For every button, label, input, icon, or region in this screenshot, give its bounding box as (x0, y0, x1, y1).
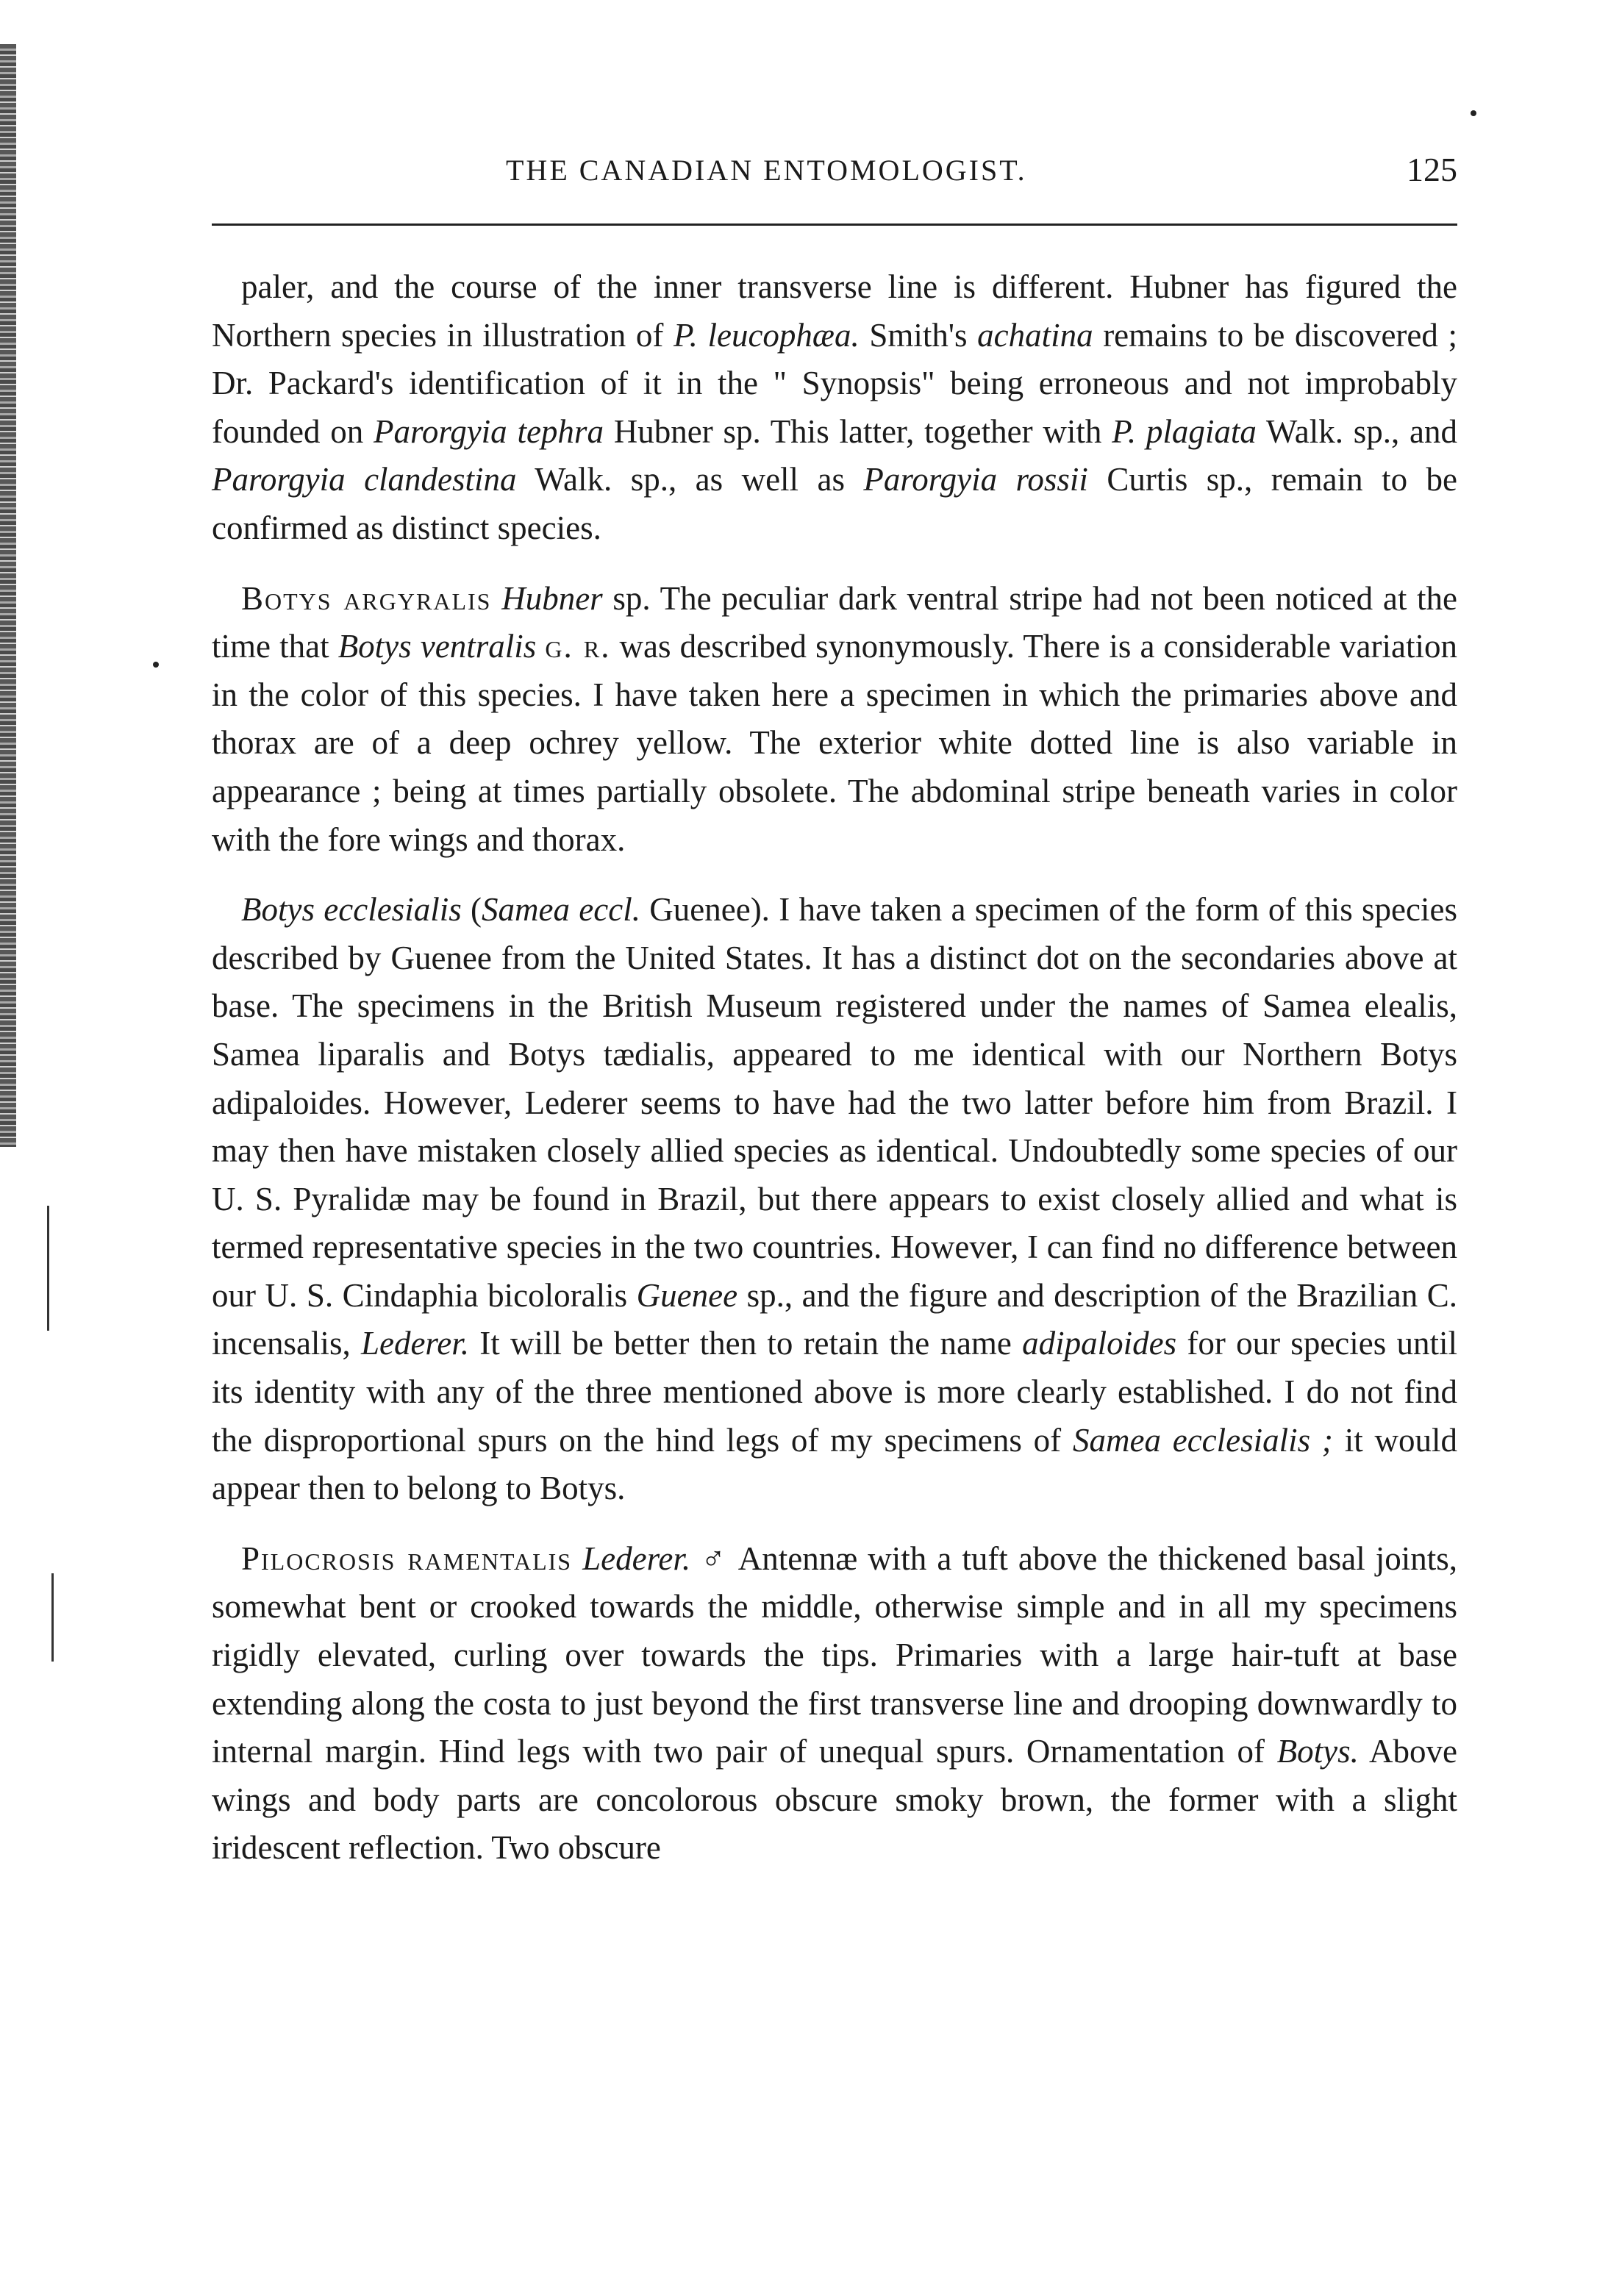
italic-text: P. plagiata (1112, 412, 1257, 450)
italic-text: adipaloides (1022, 1325, 1177, 1362)
text-run: for our species until its identity with any of the three mentioned above is more clearly established. I do not find the disproportional spurs on the hind legs of my specimens of (212, 1325, 1457, 1459)
paragraph (212, 886, 1457, 1513)
italic-text: Samea ecclesialis ; (1072, 1421, 1333, 1459)
page-number: 125 (1407, 151, 1457, 188)
text-run: remains to be discovered ; Dr. Packard's identification of it in the " Synopsis" being erroneous and not improbably founded on (212, 316, 1457, 450)
small-caps-text: g. r. (545, 628, 611, 665)
text-run: was described synonymously. There is a considerable variation in the color of this species. I have taken here a specimen in which the primaries above and thorax are of a deep ochrey yellow. The exterior white dotted line is also variable in appearance ; being at times partially obsolete. The abdominal stripe beneath varies in color with the fore wings and thorax. (212, 628, 1457, 858)
text-run: it would appear then to belong to Botys. (212, 1421, 1457, 1507)
text-run (536, 628, 545, 665)
italic-text: Botys. (1276, 1733, 1359, 1770)
italic-text: Samea eccl. (482, 891, 640, 929)
italic-text: Guenee (636, 1276, 738, 1314)
margin-mark (51, 1573, 54, 1662)
small-caps-text: Pilocrosis ramentalis (241, 1539, 573, 1577)
text-run (491, 580, 501, 617)
italic-text: achatina (977, 316, 1093, 354)
text-run: Above wings and body parts are concolorous obscure smoky brown, the former with a slight iridescent reflection. Two obscure (212, 1733, 1457, 1867)
male-symbol: ♂ (690, 1539, 738, 1577)
italic-text: Parorgyia tephra (374, 412, 604, 450)
paragraph (212, 1535, 1457, 1873)
stray-dot (1471, 110, 1476, 116)
italic-text: Lederer. (582, 1539, 691, 1577)
paragraph (212, 575, 1457, 865)
margin-mark (47, 1206, 49, 1331)
running-title: THE CANADIAN ENTOMOLOGIST. (506, 154, 1027, 187)
italic-text: Hubner (501, 579, 603, 617)
text-run (572, 1540, 582, 1577)
text-run: ( (461, 891, 482, 929)
article-body (212, 263, 1457, 1873)
paragraph (212, 263, 1457, 553)
text-run: Smith's (859, 316, 978, 354)
text-run: sp., and the figure and description of the Brazilian C. incensalis, (212, 1276, 1457, 1362)
text-run: Guenee). I have taken a specimen of the form of this species described by Guenee from the United States. It has a distinct dot on the secondaries above at base. The specimens in the British Museum registered under the names of Samea elealis, Samea liparalis and Botys tædialis, appeared to me identical with our Northern Botys adipaloides. However, Lederer seems to have had the two latter before him from Brazil. I may then have mistaken closely allied species as identical. Undoubtedly some species of our U. S. Pyralidæ may be found in Brazil, but there appears to exist closely allied and what is termed representative species in the two countries. However, I can find no difference between our U. S. Cindaphia bicoloralis (212, 891, 1457, 1314)
text-run: Antennæ with a tuft above the thickened basal joints, somewhat bent or crooked towards the middle, otherwise simple and in all my specimens rigidly elevated, curling over towards the tips. Primaries with a large hair-tuft at base extending along the costa to just beyond the first transverse line and drooping downwardly to internal margin. Hind legs with two pair of unequal spurs. Ornamentation of (212, 1539, 1458, 1770)
text-run: paler, and the course of the inner transverse line is different. Hubner has figured the Northern species in illustration of (212, 268, 1457, 354)
running-head (212, 147, 1457, 199)
text-run: Walk. sp., and (1256, 412, 1457, 450)
italic-text: Parorgyia rossii (863, 461, 1088, 498)
text-run: Hubner sp. This latter, together with (603, 412, 1112, 450)
page (212, 147, 1458, 1867)
italic-text: Botys ventralis (337, 628, 537, 665)
italic-text: Lederer. (360, 1325, 470, 1362)
stray-dot (153, 662, 159, 668)
italic-text: Botys ecclesialis (241, 891, 462, 929)
text-run: Curtis sp., remain to be confirmed as distinct species. (212, 461, 1458, 546)
italic-text: Parorgyia clandestina (212, 461, 517, 498)
binding-edge (0, 44, 16, 1147)
text-run: It will be better then to retain the name (469, 1325, 1023, 1362)
small-caps-text: Botys argyralis (241, 579, 492, 617)
italic-text: P. leucophæa. (673, 316, 860, 354)
text-run: Walk. sp., as well as (516, 461, 864, 498)
header-rule (212, 223, 1457, 226)
text-run: sp. The peculiar dark ventral stripe had not been noticed at the time that (212, 579, 1458, 665)
